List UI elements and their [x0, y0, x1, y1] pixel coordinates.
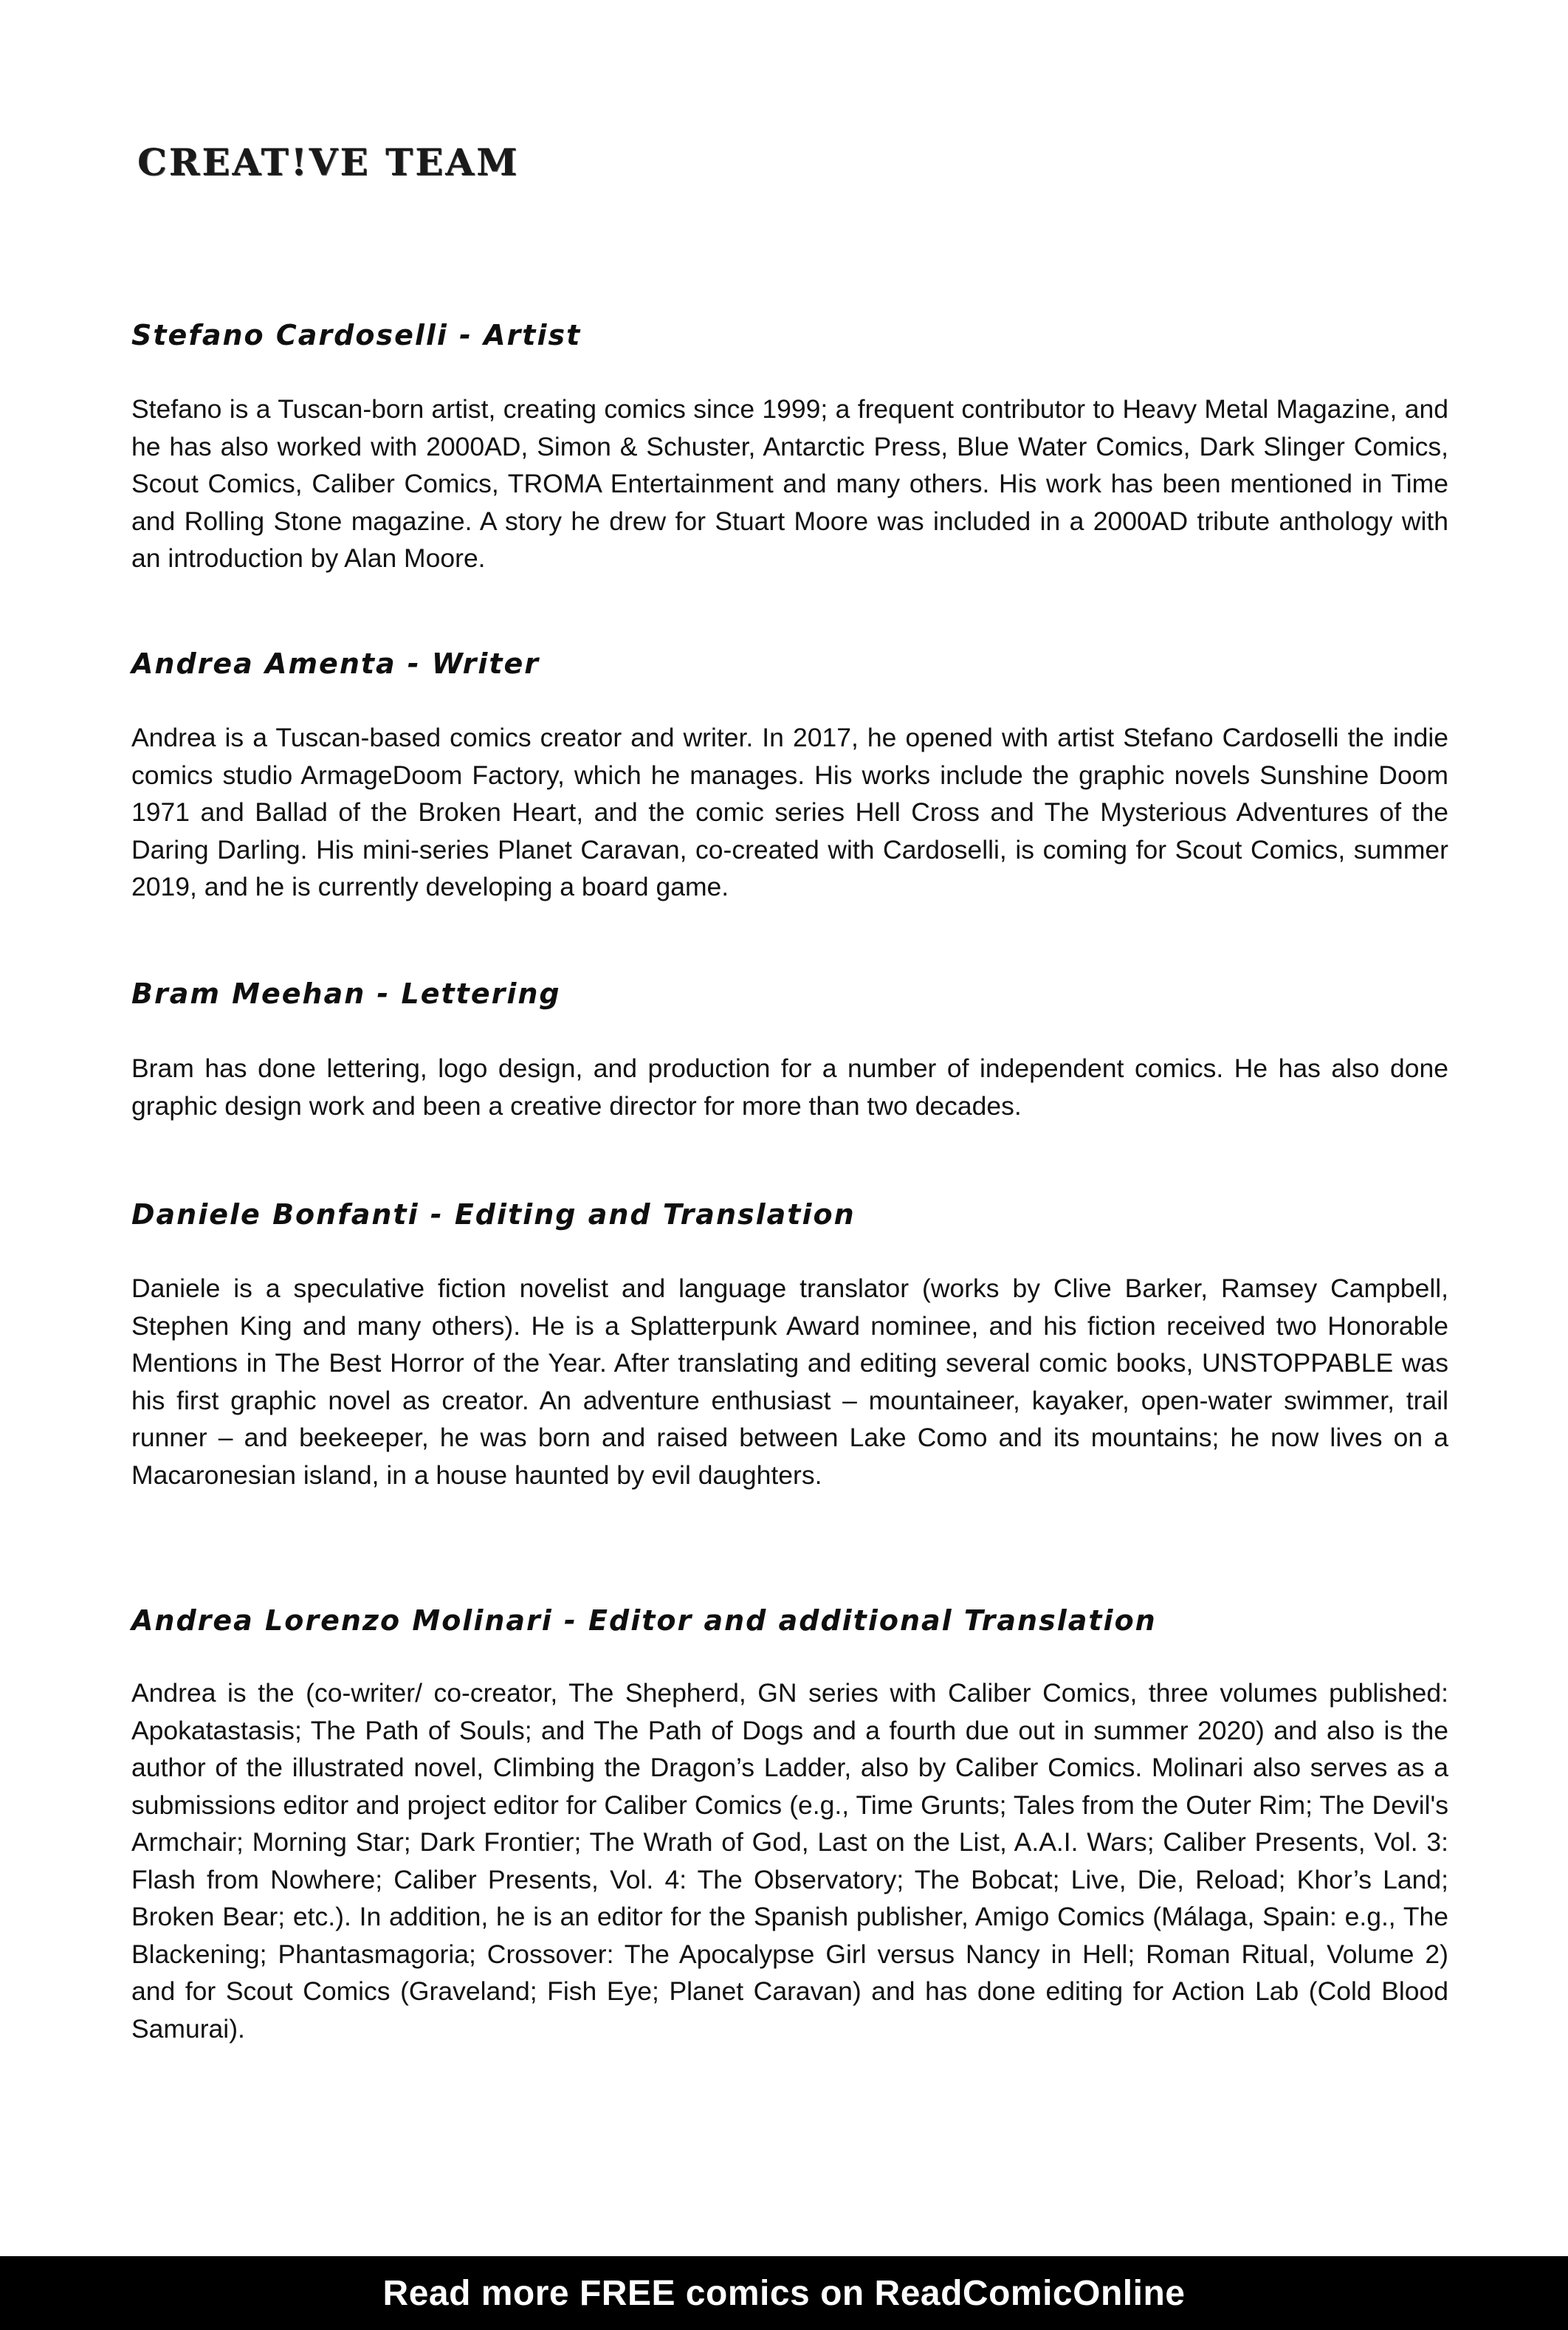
- artist-heading: Stefano Cardoselli - Artist: [131, 319, 582, 351]
- editing-translation-heading: Daniele Bonfanti - Editing and Translation: [131, 1198, 856, 1231]
- editor-heading: Andrea Lorenzo Molinari - Editor and additional Translation: [131, 1604, 1157, 1637]
- editor-bio: Andrea is the (co-writer/ co-creator, The Shepherd, GN series with Caliber Comics, three volumes published: Apokatastasis; The Path of Souls; and The Path of Dogs and a fourth due out in summer 2020) and also is the author of the illustrated novel, Climbing the Dragon’s Ladder, also by Caliber Comics. Molinari also serves as a submissions editor and project editor for Caliber Comics (e.g., Time Grunts; Tales from the Outer Rim; The Devil's Armchair; Morning Star; Dark Frontier; The Wrath of God, Last on the List, A.A.I. Wars; Caliber Presents, Vol. 3: Flash from Nowhere; Caliber Presents, Vol. 4: The Observatory; The Bobcat; Live, Die, Reload; Khor’s Land; Broken Bear; etc.). In addition, he is an editor for the Spanish publisher, Amigo Comics (Málaga, Spain: e.g., The Blackening; Phantasmagoria; Crossover: The Apocalypse Girl versus Nancy in Hell; Roman Ritual, Volume 2) and for Scout Comics (Graveland; Fish Eye; Planet Caravan) and has done editing for Action Lab (Cold Blood Samurai).: [131, 1678, 1448, 2044]
- artist-bio: Stefano is a Tuscan-born artist, creating comics since 1999; a frequent contributor to Heavy Metal Magazine, and he has also worked with 2000AD, Simon & Schuster, Antarctic Press, Blue Water Comics, Dark Slinger Comics, Scout Comics, Caliber Comics, TROMA Entertainment and many others. His work has been mentioned in Time and Rolling Stone magazine. A story he drew for Stuart Moore was included in a 2000AD tribute anthology with an introduction by Alan Moore.: [131, 394, 1448, 573]
- footer-banner[interactable]: [0, 2256, 1568, 2330]
- editing-translation-bio: Daniele is a speculative fiction novelist and language translator (works by Clive Barker, Ramsey Campbell, Stephen King and many others). He is a Splatterpunk Award nominee, and his fiction received two Honorable Mentions in The Best Horror of the Year. After translating and editing several comic books, UNSTOPPABLE was his first graphic novel as creator. An adventure enthusiast – mountaineer, kayaker, open-water swimmer, trail runner – and beekeeper, he was born and raised between Lake Como and its mountains; he now lives on a Macaronesian island, in a house haunted by evil daughters.: [131, 1274, 1448, 1490]
- lettering-heading: Bram Meehan - Lettering: [131, 977, 561, 1010]
- writer-bio: Andrea is a Tuscan-based comics creator and writer. In 2017, he opened with artist Stefano Cardoselli the indie comics studio ArmageDoom Factory, which he manages. His works include the graphic novels Sunshine Doom 1971 and Ballad of the Broken Heart, and the comic series Hell Cross and The Mysterious Adventures of the Daring Darling. His mini-series Planet Caravan, co-created with Cardoselli, is coming for Scout Comics, summer 2019, and he is currently developing a board game.: [131, 723, 1448, 901]
- lettering-bio: Bram has done lettering, logo design, and production for a number of independent comics. He has also done graphic design work and been a creative director for more than two decades.: [131, 1054, 1448, 1121]
- writer-heading: Andrea Amenta - Writer: [131, 647, 540, 680]
- page-title: CREAT!VE TEAM: [137, 140, 520, 184]
- footer-link[interactable]: Read more FREE comics on ReadComicOnline: [382, 2273, 1186, 2313]
